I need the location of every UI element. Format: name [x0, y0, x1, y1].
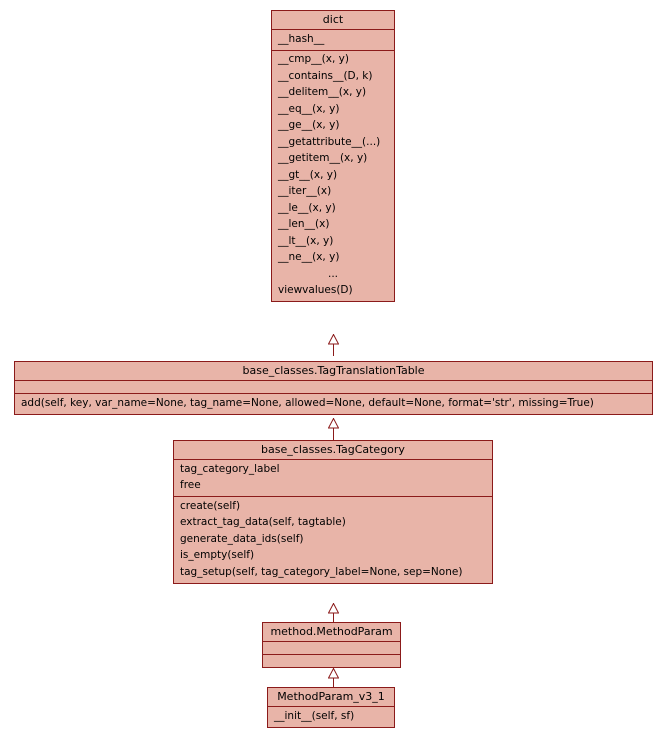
method-row: __le__(x, y): [278, 201, 336, 214]
methods-compartment: [268, 707, 394, 727]
attributes-compartment: [272, 30, 394, 50]
inheritance-arrow-dict: [328, 334, 339, 344]
class-name-dict: dict: [322, 13, 344, 26]
method-row: __contains__(D, k): [278, 69, 373, 82]
method-row: extract_tag_data(self, tagtable): [180, 516, 346, 528]
methods-empty: [263, 656, 400, 665]
methods-compartment: [263, 655, 400, 667]
class-box-methodparam[interactable]: [262, 622, 401, 668]
class-box-dict[interactable]: [271, 10, 395, 302]
attributes-compartment: [263, 642, 400, 654]
class-box-methodparam-v3-1[interactable]: [267, 687, 395, 728]
method-row: __eq__(x, y): [278, 102, 340, 115]
attribute-row: tag_category_label: [180, 462, 280, 475]
method-row: __ge__(x, y): [278, 119, 340, 131]
attribute-row: __hash__: [278, 32, 325, 45]
attributes-empty: [263, 643, 400, 652]
class-name-methodparam: method.MethodParam: [270, 625, 393, 638]
method-row: is_empty(self): [180, 549, 255, 561]
attributes-compartment: [174, 460, 492, 496]
method-row: viewvalues(D): [278, 284, 353, 296]
method-row: create(self): [180, 499, 241, 512]
method-row: generate_data_ids(self): [180, 532, 304, 545]
method-row: __getitem__(x, y): [278, 152, 368, 164]
attribute-row: free: [180, 479, 201, 491]
methods-compartment: [272, 51, 394, 302]
attributes-empty: [15, 382, 652, 391]
inheritance-arrow-tagtranslationtable: [328, 418, 339, 428]
class-box-tagtranslationtable[interactable]: [14, 361, 653, 415]
method-row: __lt__(x, y): [278, 234, 334, 247]
method-row: tag_setup(self, tag_category_label=None, sep=None): [180, 565, 463, 578]
inheritance-arrow-methodparam: [328, 668, 339, 678]
method-row: __cmp__(x, y): [278, 53, 349, 65]
class-name-tagcategory: base_classes.TagCategory: [261, 443, 405, 456]
method-row: __init__(self, sf): [274, 709, 355, 722]
method-row: __getattribute__(...): [278, 135, 381, 148]
method-row: __gt__(x, y): [278, 168, 338, 181]
class-name-tagtranslationtable: base_classes.TagTranslationTable: [242, 364, 425, 377]
method-row: __iter__(x): [278, 185, 332, 197]
method-row: __ne__(x, y): [278, 251, 340, 263]
method-row: __delitem__(x, y): [278, 86, 367, 98]
method-row: add(self, key, var_name=None, tag_name=None, allowed=None, default=None, format='str', missing=True): [21, 396, 594, 409]
class-name-methodparam-v3-1: MethodParam_v3_1: [277, 690, 385, 703]
class-box-tagcategory[interactable]: [173, 440, 493, 584]
inheritance-arrow-tagcategory: [328, 603, 339, 613]
method-row: __len__(x): [278, 218, 330, 230]
methods-compartment: [174, 497, 492, 583]
method-row-ellipsis: ...: [327, 267, 338, 280]
attributes-compartment: [15, 381, 652, 393]
methods-compartment: [15, 394, 652, 414]
